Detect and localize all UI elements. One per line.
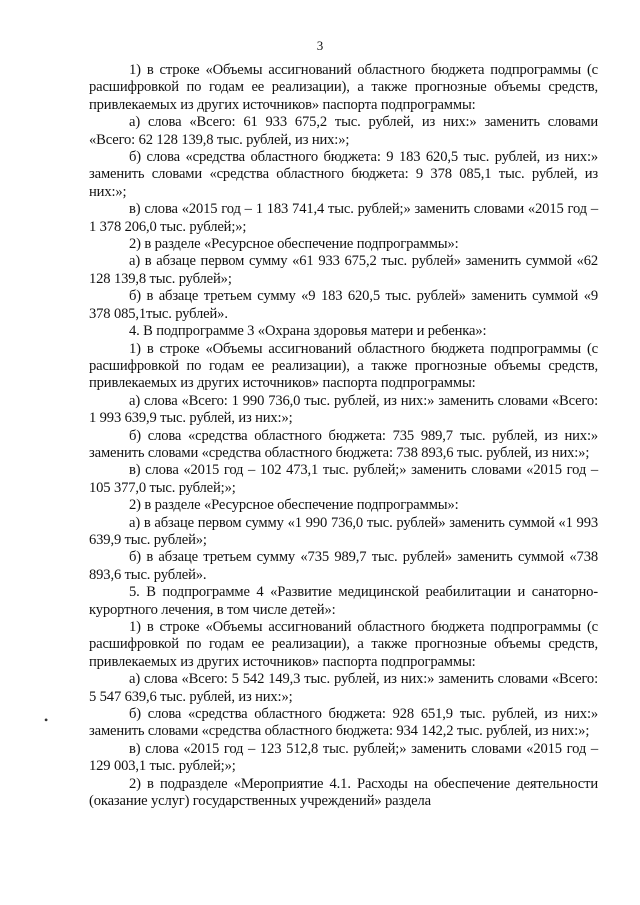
paragraph: в) слова «2015 год – 102 473,1 тыс. рублей;» заменить словами «2015 год – 105 377,0 тыс. рублей;»; — [89, 462, 598, 496]
margin-mark: • — [44, 713, 49, 727]
document-body — [89, 62, 598, 810]
paragraph: б) слова «средства областного бюджета: 9 183 620,5 тыс. рублей, из них:» заменить словами «средства областного бюджета: 9 378 085,1 тыс. рублей, из них:»; — [89, 149, 598, 200]
paragraph: а) слова «Всего: 1 990 736,0 тыс. рублей, из них:» заменить словами «Всего: 1 993 639,9 тыс. рублей, из них:»; — [89, 392, 598, 427]
paragraph: 5. В подпрограмме 4 «Развитие медицинской реабилитации и санаторно-курортного лечения, в том числе детей»: — [89, 584, 598, 618]
paragraph: а) слова «Всего: 5 542 149,3 тыс. рублей, из них:» заменить словами «Всего: 5 547 639,6 тыс. рублей, из них:»; — [89, 671, 598, 705]
paragraph: б) в абзаце третьем сумму «9 183 620,5 тыс. рублей» заменить суммой «9 378 085,1тыс. рублей». — [89, 288, 598, 322]
paragraph: а) в абзаце первом сумму «1 990 736,0 тыс. рублей» заменить суммой «1 993 639,9 тыс. рублей»; — [89, 514, 598, 548]
paragraph: в) слова «2015 год – 1 183 741,4 тыс. рублей;» заменить словами «2015 год – 1 378 206,0 тыс. рублей;»; — [89, 201, 598, 235]
paragraph: 2) в разделе «Ресурсное обеспечение подпрограммы»: — [129, 236, 459, 253]
paragraph: б) слова «средства областного бюджета: 928 651,9 тыс. рублей, из них:» заменить словами «средства областного бюджета: 934 142,2 тыс. рублей, из них:»; — [89, 706, 598, 740]
paragraph: 2) в подразделе «Мероприятие 4.1. Расходы на обеспечение деятельности (оказание услуг) государственных учреждений» раздела — [89, 775, 598, 810]
paragraph: а) в абзаце первом сумму «61 933 675,2 тыс. рублей» заменить суммой «62 128 139,8 тыс. рублей»; — [89, 253, 598, 287]
paragraph: 1) в строке «Объемы ассигнований областного бюджета подпрограммы (с расшифровкой по годам ее реализации), а также прогнозные объемы средств, привлекаемых из других источников» паспорта подпрограммы: — [89, 619, 598, 670]
paragraph: 2) в разделе «Ресурсное обеспечение подпрограммы»: — [129, 497, 459, 514]
paragraph: 4. В подпрограмме 3 «Охрана здоровья матери и ребенка»: — [129, 323, 487, 340]
paragraph: б) слова «средства областного бюджета: 735 989,7 тыс. рублей, из них:» заменить словами «средства областного бюджета: 738 893,6 тыс. рублей, из них:»; — [89, 427, 598, 461]
page-number: 3 — [316, 38, 324, 53]
paragraph: б) в абзаце третьем сумму «735 989,7 тыс. рублей» заменить суммой «738 893,6 тыс. рублей». — [89, 549, 598, 583]
paragraph: 1) в строке «Объемы ассигнований областного бюджета подпрограммы (с расшифровкой по годам ее реализации), а также прогнозные объемы средств, привлекаемых из других источников» паспорта подпрограммы: — [89, 340, 598, 392]
paragraph: 1) в строке «Объемы ассигнований областного бюджета подпрограммы (с расшифровкой по годам ее реализации), а также прогнозные объемы средств, привлекаемых из других источников» паспорта подпрограммы: — [89, 62, 598, 113]
paragraph: а) слова «Всего: 61 933 675,2 тыс. рублей, из них:» заменить словами «Всего: 62 128 139,8 тыс. рублей, из них:»; — [89, 114, 598, 148]
paragraph: в) слова «2015 год – 123 512,8 тыс. рублей;» заменить словами «2015 год – 129 003,1 тыс. рублей;»; — [89, 740, 598, 775]
